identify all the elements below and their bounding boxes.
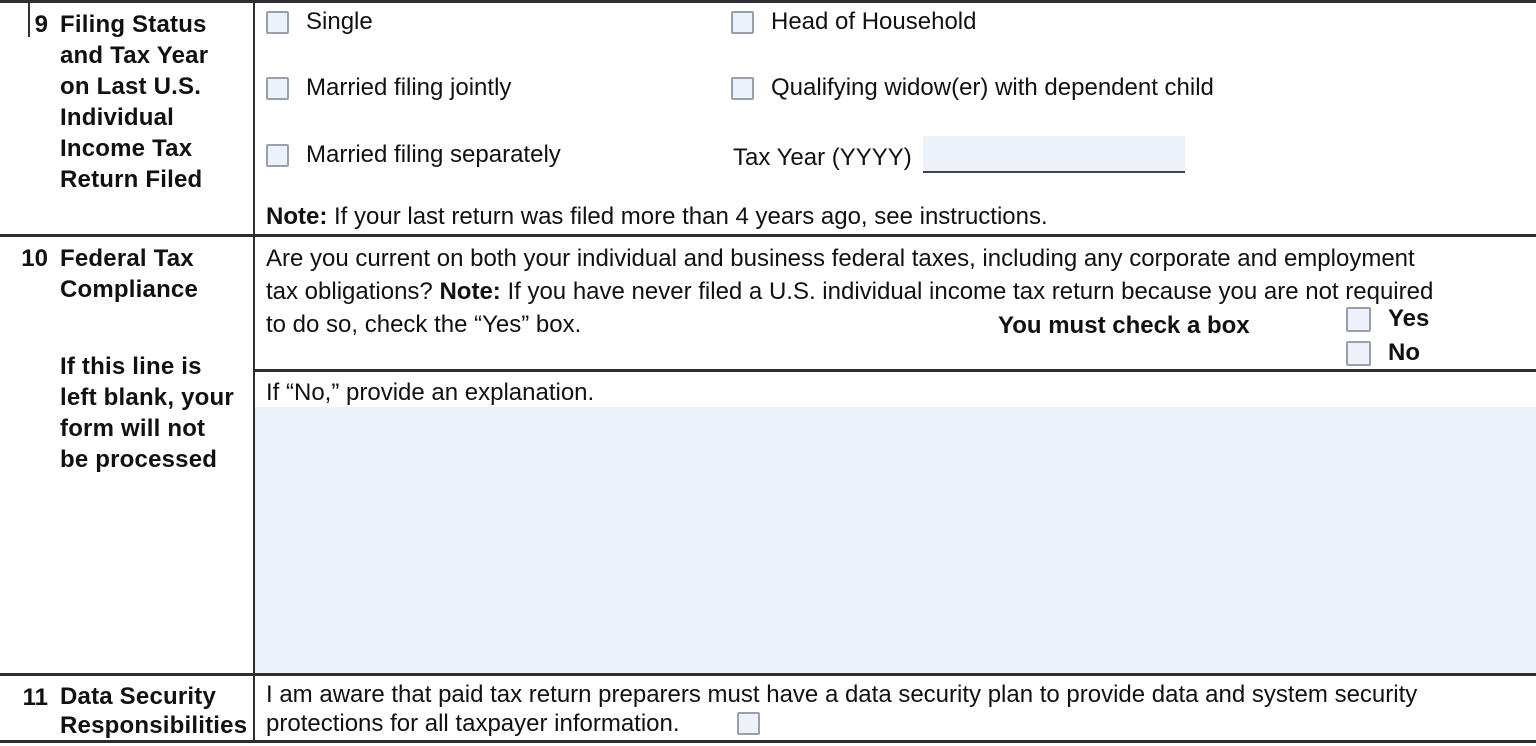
line-10-warning <box>60 351 234 475</box>
filing-status-label-single: Single <box>306 8 373 35</box>
filing-status-option-head-of-household <box>731 8 976 36</box>
yes-option <box>1346 305 1429 333</box>
line-9-label-line: Filing Status <box>60 11 207 38</box>
checkbox-head-of-household[interactable] <box>731 11 754 34</box>
divider-bottom <box>0 740 1536 743</box>
divider-line9-line10 <box>0 234 1536 237</box>
divider-question-explanation <box>255 369 1536 372</box>
divider-top <box>0 0 1536 3</box>
filing-status-label-head-of-household: Head of Household <box>771 8 977 35</box>
explanation-textarea[interactable] <box>255 407 1536 673</box>
checkbox-data-security-acknowledgment[interactable] <box>737 712 760 735</box>
question-line-1: Are you current on both your individual and business federal taxes, including any corporate and employment <box>266 245 1415 272</box>
question-line-3: to do so, check the “Yes” box. <box>266 311 582 338</box>
line-10-warning-line: be processed <box>60 446 218 473</box>
filing-status-label-married-jointly: Married filing jointly <box>306 74 512 101</box>
line-9-label-line: and Tax Year <box>60 42 209 69</box>
filing-status-option-single <box>266 8 373 36</box>
checkbox-no[interactable] <box>1346 341 1371 366</box>
line-9-number: 9 <box>34 11 48 38</box>
question-line-2 <box>266 275 1433 308</box>
question-note-bold: Note: <box>439 278 501 305</box>
filing-status-option-qualifying-widower <box>731 74 1214 102</box>
data-security-statement <box>266 680 1417 738</box>
must-check-label: You must check a box <box>998 312 1250 339</box>
line-10-label <box>60 243 198 305</box>
yes-label: Yes <box>1388 305 1430 332</box>
checkbox-single[interactable] <box>266 11 289 34</box>
statement-line-1: I am aware that paid tax return preparers must have a data security plan to provide data and system security <box>266 681 1418 708</box>
line-11-label-line: Data Security <box>60 683 216 710</box>
checkbox-qualifying-widower[interactable] <box>731 77 754 100</box>
compliance-question <box>266 242 1433 341</box>
statement-line-2: protections for all taxpayer information. <box>266 710 680 737</box>
filing-status-option-married-separately <box>266 141 561 169</box>
line-10-warning-line: left blank, your <box>60 384 234 411</box>
tax-year-label: Tax Year (YYYY) <box>733 144 912 171</box>
line-11-number: 11 <box>22 684 48 711</box>
checkbox-married-filing-separately[interactable] <box>266 144 289 167</box>
explanation-prompt: If “No,” provide an explanation. <box>266 379 595 406</box>
filing-status-label-married-separately: Married filing separately <box>306 141 561 168</box>
line-9-label-line: on Last U.S. <box>60 73 202 100</box>
divider-line10-line11 <box>0 673 1536 676</box>
line-11-label <box>60 682 247 740</box>
line-11-label-line: Responsibilities <box>60 712 248 739</box>
line-9-note <box>266 200 1048 233</box>
checkbox-married-filing-jointly[interactable] <box>266 77 289 100</box>
line-9-label-line: Return Filed <box>60 166 203 193</box>
line-10-label-line: Compliance <box>60 276 199 303</box>
note-bold: Note: <box>266 203 328 230</box>
no-option <box>1346 339 1420 367</box>
question-line-2-pre: tax obligations? <box>266 278 440 305</box>
line-9-label-line: Income Tax <box>60 135 193 162</box>
line-10-warning-line: If this line is <box>60 353 202 380</box>
question-line-2-post: If you have never filed a U.S. individual income tax return because you are not required <box>500 278 1434 305</box>
no-label: No <box>1388 339 1420 366</box>
line-10-label-line: Federal Tax <box>60 245 194 272</box>
line-10-number: 10 <box>21 245 48 272</box>
tax-year-input[interactable] <box>923 136 1185 173</box>
line-9-label <box>60 9 208 195</box>
filing-status-option-married-jointly <box>266 74 511 102</box>
line-10-warning-line: form will not <box>60 415 206 442</box>
filing-status-label-qualifying-widower: Qualifying widow(er) with dependent child <box>771 74 1214 101</box>
checkbox-yes[interactable] <box>1346 307 1371 332</box>
line-9-label-line: Individual <box>60 104 175 131</box>
note-text: If your last return was filed more than 4 years ago, see instructions. <box>327 203 1048 230</box>
